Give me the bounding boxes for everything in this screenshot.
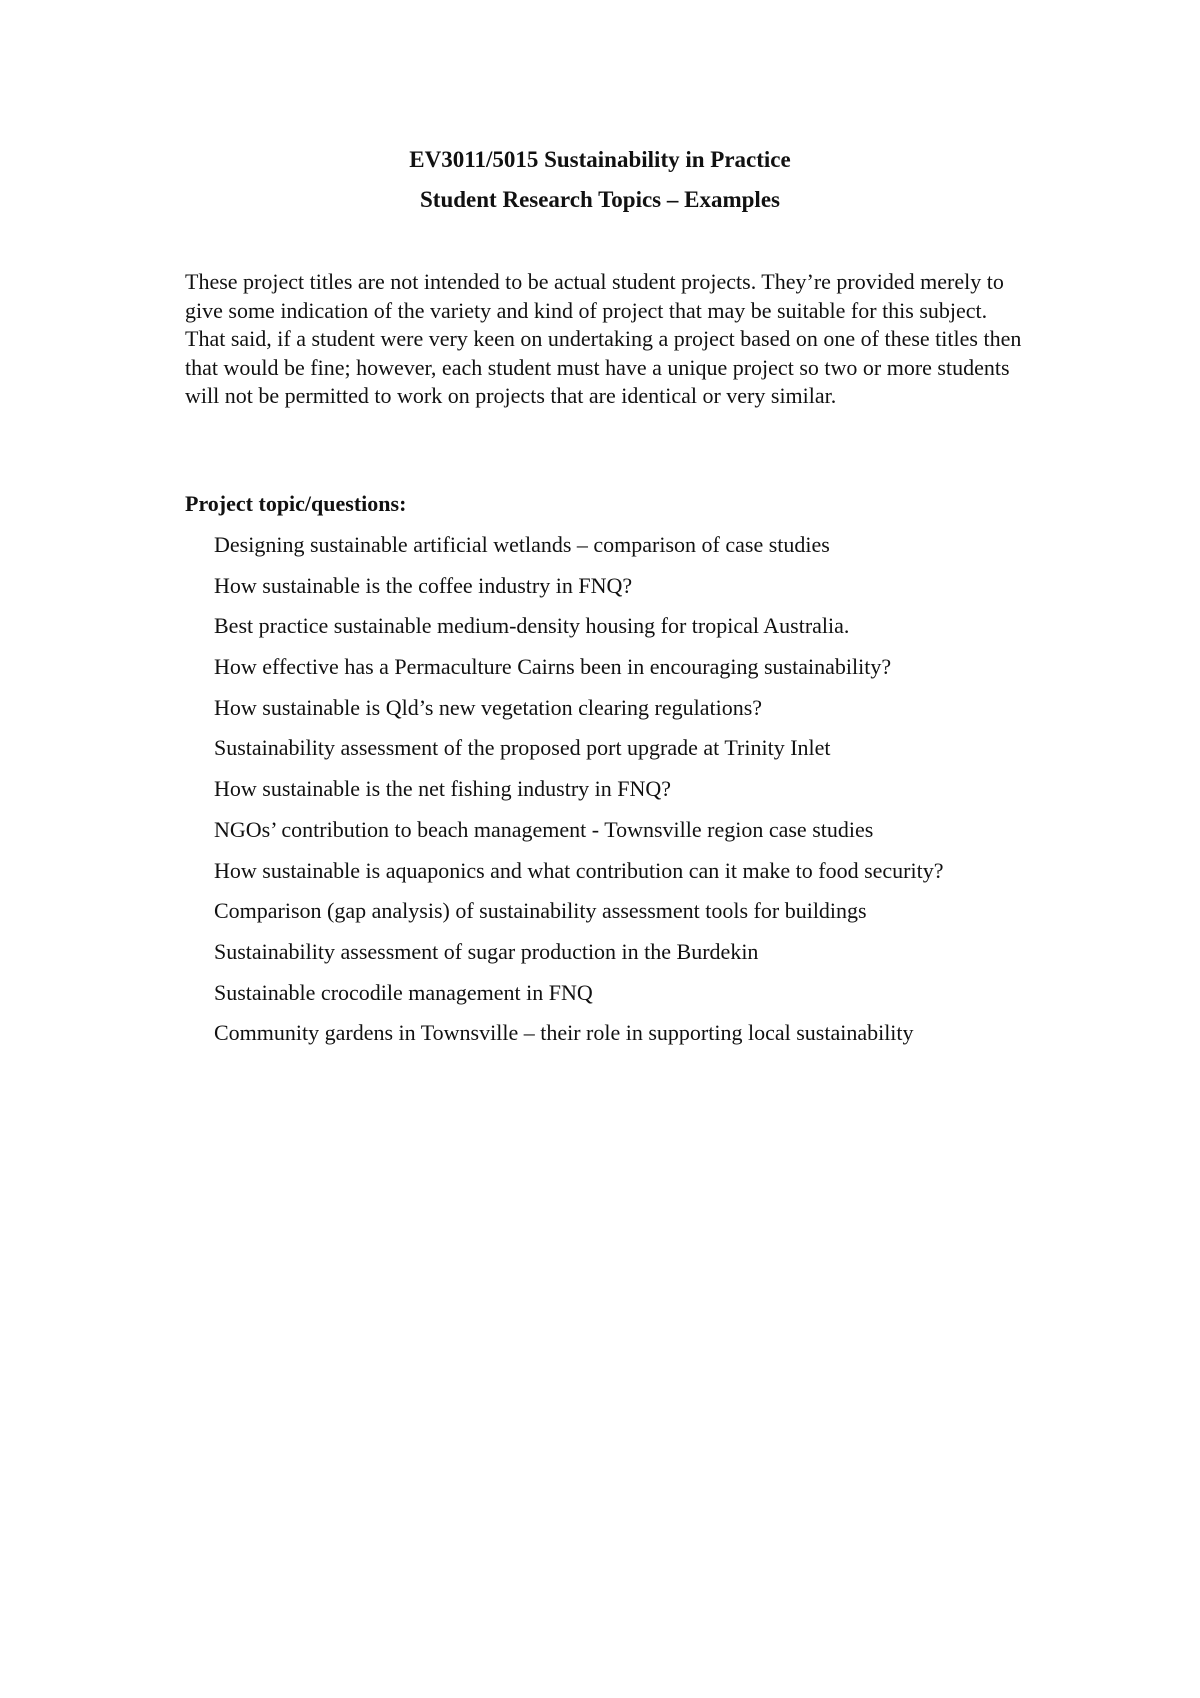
topic-item: How sustainable is aquaponics and what contribution can it make to food security? bbox=[214, 857, 944, 883]
topic-item: Comparison (gap analysis) of sustainability assessment tools for buildings bbox=[214, 898, 867, 924]
course-title: EV3011/5015 Sustainability in Practice bbox=[409, 147, 791, 172]
topic-item: How sustainable is Qld’s new vegetation clearing regulations? bbox=[214, 694, 763, 720]
topic-item: Best practice sustainable medium-density housing for tropical Australia. bbox=[214, 613, 850, 639]
document-subtitle: Student Research Topics – Examples bbox=[420, 187, 780, 212]
topic-item: How effective has a Permaculture Cairns been in encouraging sustainability? bbox=[214, 654, 892, 680]
topic-item: Sustainability assessment of the proposed port upgrade at Trinity Inlet bbox=[214, 735, 831, 761]
topic-item: Designing sustainable artificial wetlands – comparison of case studies bbox=[214, 532, 830, 557]
topics-heading: Project topic/questions: bbox=[185, 491, 407, 516]
topic-item: Community gardens in Townsville – their role in supporting local sustainability bbox=[214, 1020, 914, 1046]
topic-item: Sustainable crocodile management in FNQ bbox=[214, 979, 593, 1005]
topics-list bbox=[214, 530, 1014, 1059]
topic-item: How sustainable is the coffee industry in FNQ? bbox=[214, 572, 633, 598]
title-block bbox=[0, 145, 1200, 225]
intro-paragraph: These project titles are not intended to be actual student projects. They’re provided merely to give some indication of the variety and kind of project that may be suitable for this subject. That said, if a student were very keen on undertaking a project based on one of these titles then that would be fine; however, each student must have a unique project so two or more students will not be permitted to work on projects that are identical or very similar. bbox=[185, 269, 1022, 409]
topic-item: How sustainable is the net fishing industry in FNQ? bbox=[214, 776, 672, 802]
topic-item: NGOs’ contribution to beach management - Townsville region case studies bbox=[214, 816, 874, 842]
topic-item: Sustainability assessment of sugar production in the Burdekin bbox=[214, 938, 759, 964]
